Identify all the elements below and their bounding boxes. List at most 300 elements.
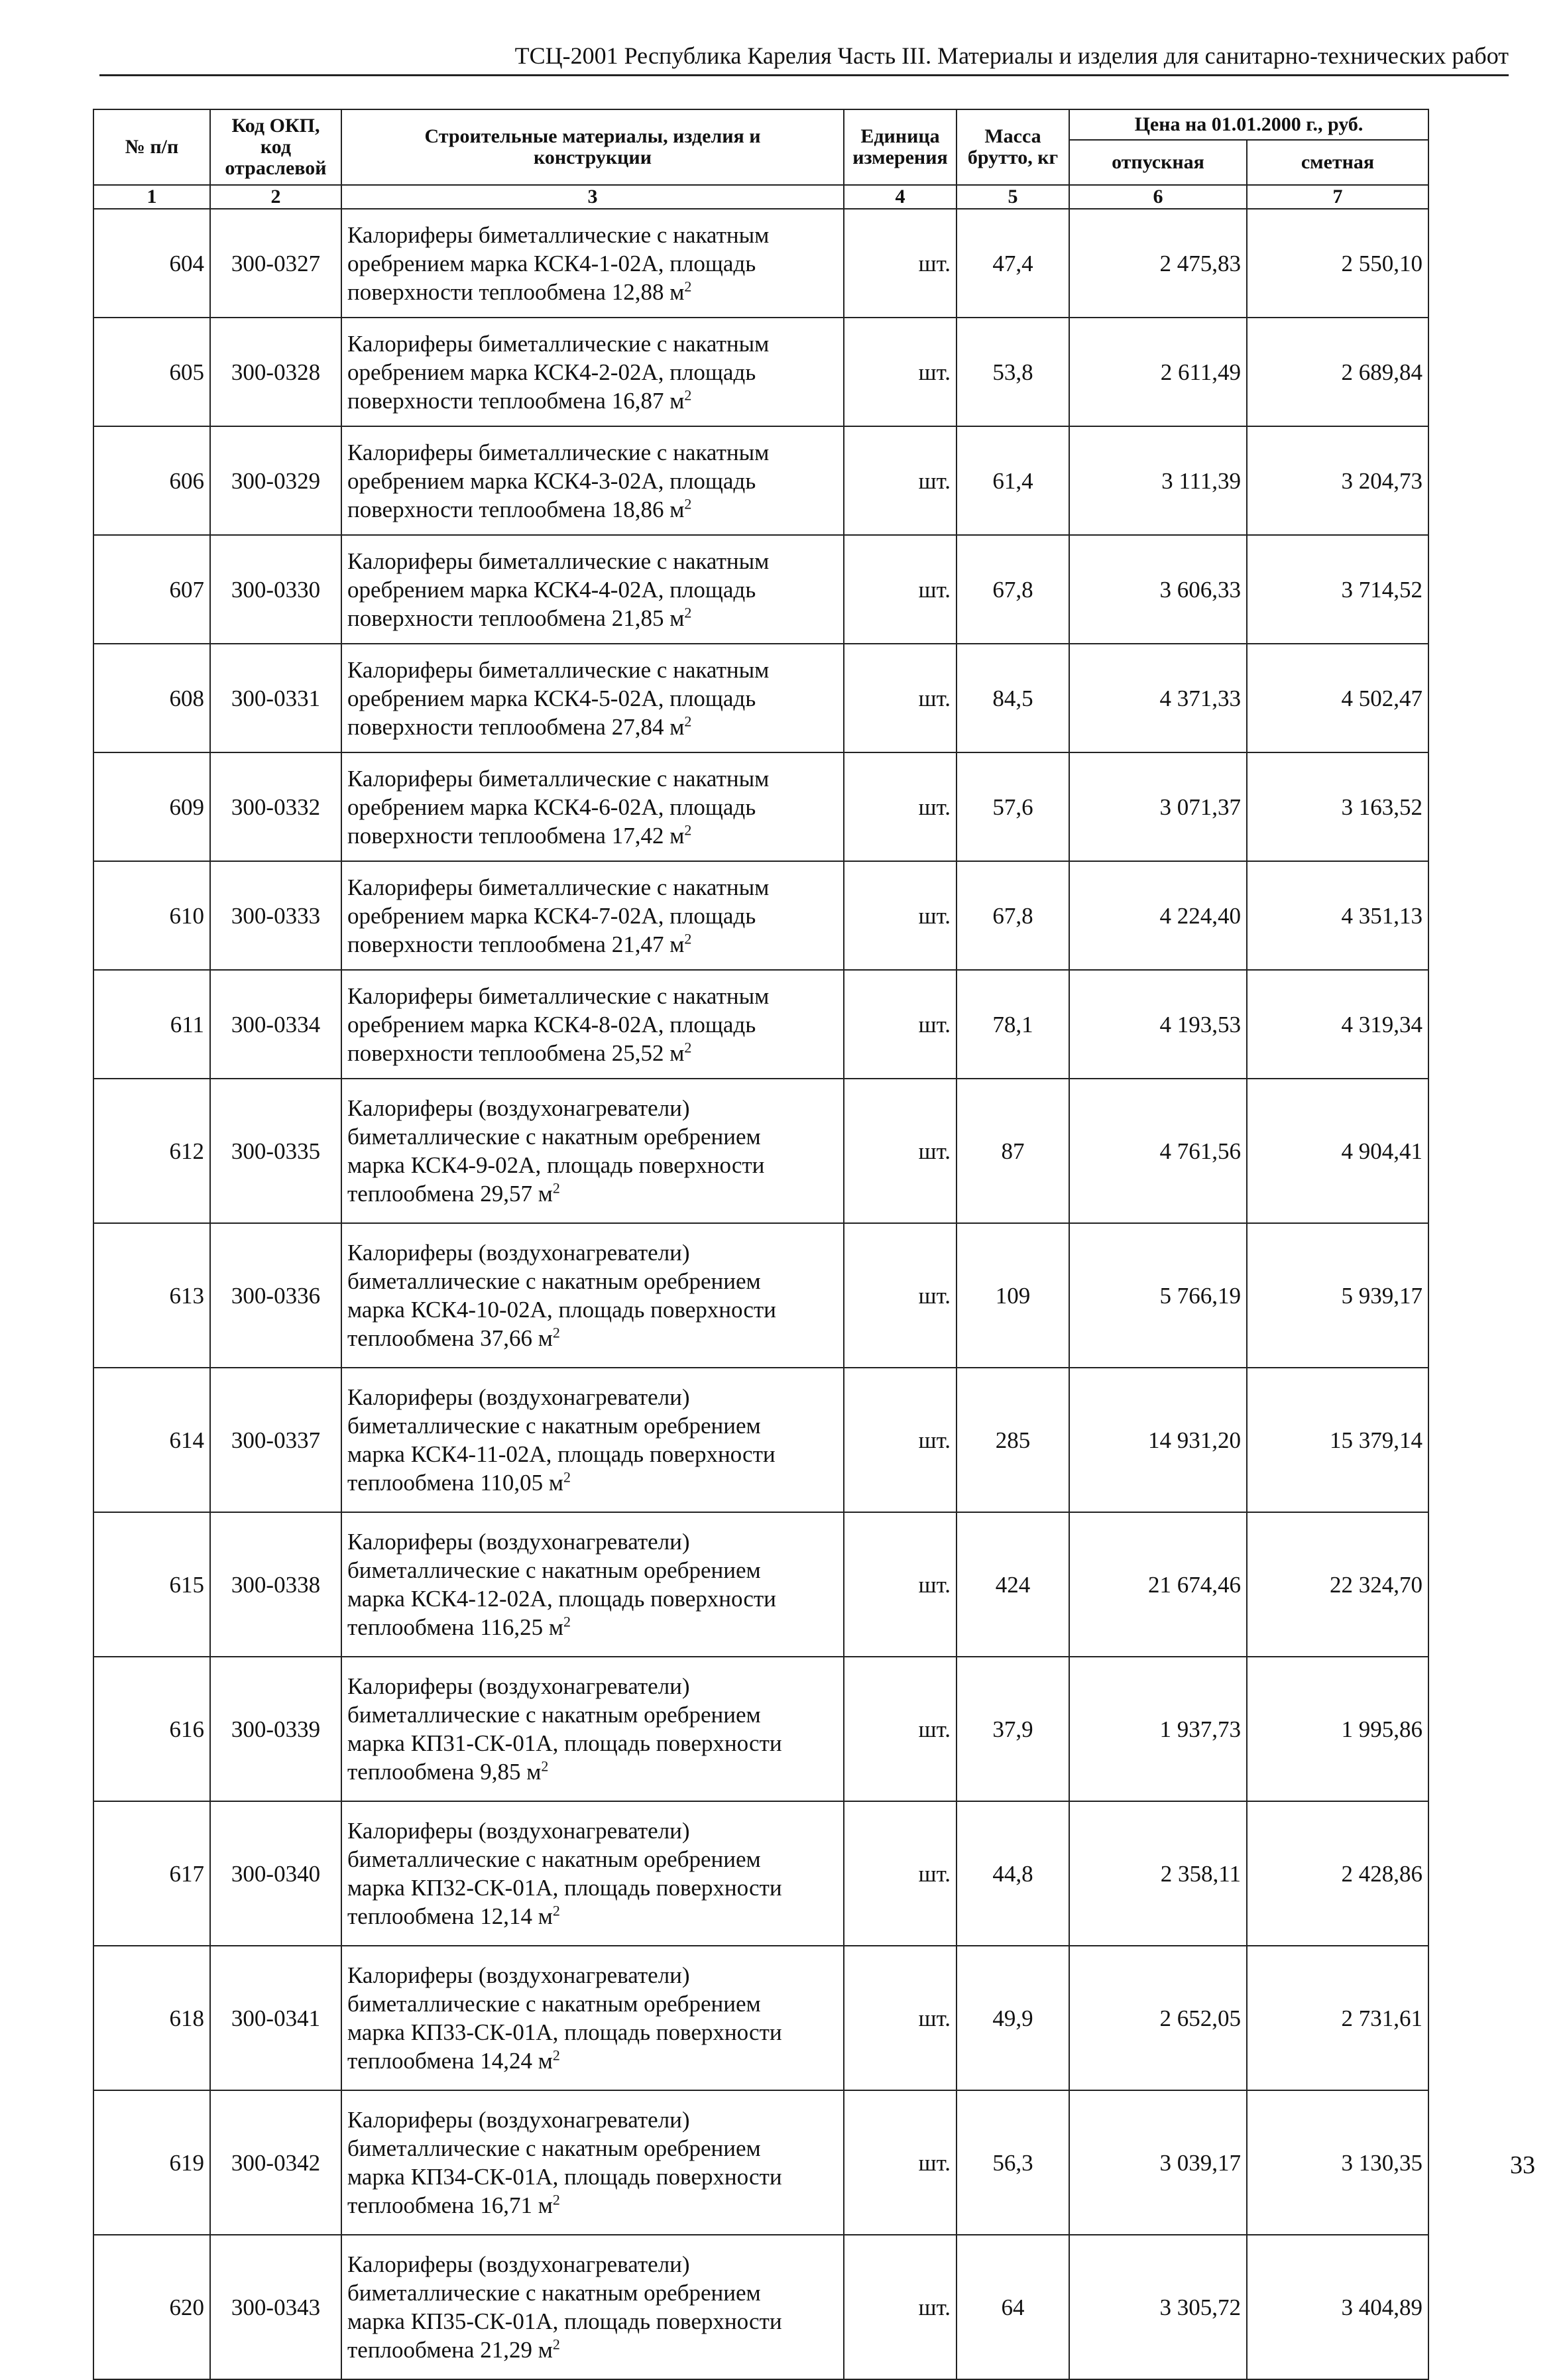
- description-line: [347, 1151, 838, 1179]
- table-row: [93, 209, 1428, 318]
- unit-superscript: 2: [552, 2047, 560, 2064]
- column-number: 4: [844, 185, 957, 209]
- gross-mass: 78,1: [957, 970, 1069, 1079]
- description-text: теплообмена 14,24 м: [347, 2048, 553, 2074]
- description-text: марка КП31-СК-01А, площадь поверхности: [347, 1730, 782, 1756]
- description-text: марка КП32-СК-01А, площадь поверхности: [347, 1875, 782, 1901]
- okp-code: 300-0331: [210, 644, 341, 752]
- description-text: поверхности теплообмена 17,42 м: [347, 822, 685, 849]
- row-number: 606: [93, 426, 210, 535]
- description-line: [347, 713, 838, 741]
- unit-superscript: 2: [684, 821, 692, 838]
- table-row: [93, 970, 1428, 1079]
- release-price: 5 766,19: [1069, 1223, 1247, 1368]
- gross-mass: 44,8: [957, 1801, 1069, 1946]
- unit-of-measure: шт.: [844, 535, 957, 644]
- material-description: [341, 1946, 844, 2090]
- description-line: [347, 930, 838, 959]
- description-text: теплообмена 116,25 м: [347, 1614, 564, 1640]
- description-text: оребрением марка КСК4-6-02А, площадь: [347, 794, 756, 820]
- row-number: 620: [93, 2235, 210, 2379]
- description-line: [347, 1411, 838, 1440]
- description-text: марка КСК4-10-02А, площадь поверхности: [347, 1297, 776, 1323]
- description-text: Калориферы (воздухонагреватели): [347, 2251, 690, 2277]
- material-description: [341, 861, 844, 970]
- description-text: Калориферы (воздухонагреватели): [347, 1384, 690, 1410]
- release-price: 4 371,33: [1069, 644, 1247, 752]
- col-header-mass-line2: брутто, кг: [967, 147, 1059, 168]
- unit-superscript: 2: [552, 1902, 560, 1919]
- col-header-unit: [844, 109, 957, 185]
- table-row: [93, 1801, 1428, 1946]
- table-row: [93, 1368, 1428, 1512]
- description-text: теплообмена 16,71 м: [347, 2192, 553, 2218]
- description-line: [347, 467, 838, 495]
- material-description: [341, 644, 844, 752]
- okp-code: 300-0332: [210, 752, 341, 861]
- description-line: [347, 547, 838, 575]
- description-line: [347, 221, 838, 249]
- description-line: [347, 329, 838, 358]
- gross-mass: 61,4: [957, 426, 1069, 535]
- okp-code: 300-0343: [210, 2235, 341, 2379]
- description-text: поверхности теплообмена 12,88 м: [347, 278, 685, 305]
- description-line: [347, 2307, 838, 2336]
- table-body: [93, 185, 1428, 2379]
- unit-of-measure: шт.: [844, 318, 957, 426]
- description-text: биметаллические с накатным оребрением: [347, 1846, 761, 1872]
- description-text: Калориферы (воздухонагреватели): [347, 1962, 690, 1988]
- description-text: Калориферы (воздухонагреватели): [347, 1240, 690, 1266]
- unit-of-measure: шт.: [844, 209, 957, 318]
- release-price: 2 475,83: [1069, 209, 1247, 318]
- description-line: [347, 2106, 838, 2134]
- estimate-price: 15 379,14: [1247, 1368, 1428, 1512]
- description-line: [347, 1729, 838, 1757]
- gross-mass: 47,4: [957, 209, 1069, 318]
- description-line: [347, 1324, 838, 1352]
- unit-of-measure: шт.: [844, 1946, 957, 2090]
- okp-code: 300-0330: [210, 535, 341, 644]
- page-header: ТСЦ-2001 Республика Карелия Часть III. Материалы и изделия для санитарно-технических работ: [99, 41, 1509, 76]
- description-text: Калориферы (воздухонагреватели): [347, 1818, 690, 1844]
- col-header-code-line3: отраслевой: [225, 157, 327, 179]
- row-number: 619: [93, 2090, 210, 2235]
- material-description: [341, 535, 844, 644]
- gross-mass: 49,9: [957, 1946, 1069, 2090]
- description-line: [347, 387, 838, 415]
- table-row: [93, 1079, 1428, 1223]
- unit-superscript: 2: [552, 2191, 560, 2208]
- description-text: Калориферы биметаллические с накатным: [347, 221, 770, 248]
- description-text: теплообмена 9,85 м: [347, 1759, 542, 1785]
- table-header: [93, 109, 1428, 185]
- description-line: [347, 764, 838, 793]
- estimate-price: 3 130,35: [1247, 2090, 1428, 2235]
- table-row: [93, 752, 1428, 861]
- description-text: Калориферы биметаллические с накатным: [347, 330, 770, 357]
- row-number: 609: [93, 752, 210, 861]
- material-description: [341, 1512, 844, 1657]
- description-line: [347, 1556, 838, 1584]
- material-description: [341, 426, 844, 535]
- col-header-price-group: Цена на 01.01.2000 г., руб.: [1069, 109, 1428, 140]
- description-text: теплообмена 12,14 м: [347, 1903, 553, 1929]
- col-header-code-line2: код: [260, 136, 292, 158]
- release-price: 1 937,73: [1069, 1657, 1247, 1801]
- unit-superscript: 2: [684, 712, 692, 729]
- row-number: 616: [93, 1657, 210, 1801]
- table-row: [93, 861, 1428, 970]
- description-line: [347, 1672, 838, 1700]
- row-number: 608: [93, 644, 210, 752]
- release-price: 2 611,49: [1069, 318, 1247, 426]
- gross-mass: 67,8: [957, 535, 1069, 644]
- description-line: [347, 1383, 838, 1411]
- description-text: Калориферы (воздухонагреватели): [347, 1095, 690, 1121]
- okp-code: 300-0334: [210, 970, 341, 1079]
- description-line: [347, 1613, 838, 1641]
- col-header-code: [210, 109, 341, 185]
- unit-of-measure: шт.: [844, 644, 957, 752]
- release-price: 2 358,11: [1069, 1801, 1247, 1946]
- table-row: [93, 1946, 1428, 2090]
- description-line: [347, 2191, 838, 2220]
- description-text: поверхности теплообмена 18,86 м: [347, 496, 685, 522]
- description-line: [347, 2336, 838, 2364]
- description-text: биметаллические с накатным оребрением: [347, 1413, 761, 1439]
- row-number: 610: [93, 861, 210, 970]
- description-text: теплообмена 110,05 м: [347, 1470, 564, 1496]
- unit-superscript: 2: [563, 1613, 571, 1630]
- table-row: [93, 2090, 1428, 2235]
- material-description: [341, 318, 844, 426]
- description-line: [347, 2047, 838, 2075]
- table-row: [93, 535, 1428, 644]
- description-text: биметаллические с накатным оребрением: [347, 1124, 761, 1150]
- okp-code: 300-0342: [210, 2090, 341, 2235]
- unit-superscript: 2: [552, 1324, 560, 1341]
- description-line: [347, 495, 838, 524]
- okp-code: 300-0333: [210, 861, 341, 970]
- description-text: марка КСК4-11-02А, площадь поверхности: [347, 1441, 776, 1467]
- release-price: 3 039,17: [1069, 2090, 1247, 2235]
- description-text: оребрением марка КСК4-1-02А, площадь: [347, 250, 756, 276]
- description-line: [347, 358, 838, 387]
- material-description: [341, 1368, 844, 1512]
- gross-mass: 53,8: [957, 318, 1069, 426]
- unit-of-measure: шт.: [844, 1223, 957, 1368]
- release-price: 4 761,56: [1069, 1079, 1247, 1223]
- release-price: 3 071,37: [1069, 752, 1247, 861]
- release-price: 21 674,46: [1069, 1512, 1247, 1657]
- unit-superscript: 2: [684, 495, 692, 512]
- col-header-mass-line1: Масса: [984, 125, 1041, 147]
- description-text: Калориферы биметаллические с накатным: [347, 656, 770, 683]
- unit-superscript: 2: [684, 603, 692, 621]
- description-line: [347, 684, 838, 713]
- column-number: 1: [93, 185, 210, 209]
- description-line: [347, 278, 838, 306]
- column-number: 7: [1247, 185, 1428, 209]
- okp-code: 300-0328: [210, 318, 341, 426]
- okp-code: 300-0327: [210, 209, 341, 318]
- description-line: [347, 1990, 838, 2018]
- release-price: 3 305,72: [1069, 2235, 1247, 2379]
- material-description: [341, 2235, 844, 2379]
- gross-mass: 285: [957, 1368, 1069, 1512]
- col-header-code-line1: Код ОКП,: [231, 115, 320, 137]
- material-description: [341, 1657, 844, 1801]
- okp-code: 300-0338: [210, 1512, 341, 1657]
- unit-superscript: 2: [684, 386, 692, 403]
- okp-code: 300-0329: [210, 426, 341, 535]
- description-text: марка КП35-СК-01А, площадь поверхности: [347, 2308, 782, 2334]
- description-line: [347, 575, 838, 604]
- unit-superscript: 2: [684, 929, 692, 947]
- description-text: марка КП34-СК-01А, площадь поверхности: [347, 2164, 782, 2190]
- okp-code: 300-0336: [210, 1223, 341, 1368]
- description-line: [347, 1267, 838, 1295]
- gross-mass: 64: [957, 2235, 1069, 2379]
- unit-of-measure: шт.: [844, 1368, 957, 1512]
- description-text: оребрением марка КСК4-5-02А, площадь: [347, 685, 756, 711]
- description-text: биметаллические с накатным оребрением: [347, 1268, 761, 1294]
- price-table: [93, 109, 1429, 2380]
- description-line: [347, 1295, 838, 1324]
- unit-superscript: 2: [541, 1757, 549, 1775]
- table-row: [93, 318, 1428, 426]
- description-line: [347, 902, 838, 930]
- row-number: 618: [93, 1946, 210, 2090]
- estimate-price: 3 163,52: [1247, 752, 1428, 861]
- column-number: 6: [1069, 185, 1247, 209]
- col-header-price-release: отпускная: [1069, 140, 1247, 185]
- okp-code: 300-0341: [210, 1946, 341, 2090]
- unit-of-measure: шт.: [844, 1079, 957, 1223]
- row-number: 611: [93, 970, 210, 1079]
- release-price: 4 193,53: [1069, 970, 1247, 1079]
- description-text: марка КСК4-12-02А, площадь поверхности: [347, 1586, 776, 1612]
- estimate-price: 22 324,70: [1247, 1512, 1428, 1657]
- estimate-price: 3 714,52: [1247, 535, 1428, 644]
- description-line: [347, 1094, 838, 1122]
- col-header-desc: Строительные материалы, изделия и конструкции: [341, 109, 844, 185]
- description-line: [347, 438, 838, 467]
- estimate-price: 4 351,13: [1247, 861, 1428, 970]
- col-header-price-estimate: сметная: [1247, 140, 1428, 185]
- description-line: [347, 2134, 838, 2163]
- estimate-price: 5 939,17: [1247, 1223, 1428, 1368]
- description-line: [347, 1902, 838, 1931]
- row-number: 612: [93, 1079, 210, 1223]
- unit-superscript: 2: [684, 1038, 692, 1055]
- description-text: поверхности теплообмена 25,52 м: [347, 1040, 685, 1066]
- description-line: [347, 793, 838, 821]
- col-header-mass: [957, 109, 1069, 185]
- description-text: Калориферы биметаллические с накатным: [347, 765, 770, 792]
- description-line: [347, 2279, 838, 2307]
- estimate-price: 1 995,86: [1247, 1657, 1428, 1801]
- release-price: 3 606,33: [1069, 535, 1247, 644]
- column-number: 2: [210, 185, 341, 209]
- table-row: [93, 1223, 1428, 1368]
- estimate-price: 2 550,10: [1247, 209, 1428, 318]
- column-number-row: [93, 185, 1428, 209]
- description-line: [347, 2250, 838, 2279]
- description-text: оребрением марка КСК4-4-02А, площадь: [347, 576, 756, 603]
- description-text: оребрением марка КСК4-8-02А, площадь: [347, 1011, 756, 1038]
- description-text: Калориферы (воздухонагреватели): [347, 2107, 690, 2133]
- description-text: поверхности теплообмена 27,84 м: [347, 713, 685, 740]
- page-number: 33: [1510, 2151, 1535, 2179]
- description-line: [347, 1700, 838, 1729]
- release-price: 4 224,40: [1069, 861, 1247, 970]
- material-description: [341, 209, 844, 318]
- unit-of-measure: шт.: [844, 1657, 957, 1801]
- gross-mass: 109: [957, 1223, 1069, 1368]
- description-line: [347, 656, 838, 684]
- row-number: 613: [93, 1223, 210, 1368]
- unit-of-measure: шт.: [844, 752, 957, 861]
- table-row: [93, 1657, 1428, 1801]
- okp-code: 300-0335: [210, 1079, 341, 1223]
- estimate-price: 2 731,61: [1247, 1946, 1428, 2090]
- description-line: [347, 873, 838, 902]
- gross-mass: 57,6: [957, 752, 1069, 861]
- description-text: оребрением марка КСК4-7-02А, площадь: [347, 902, 756, 929]
- description-line: [347, 1584, 838, 1613]
- description-text: теплообмена 29,57 м: [347, 1181, 553, 1207]
- description-text: Калориферы (воздухонагреватели): [347, 1529, 690, 1555]
- description-line: [347, 1961, 838, 1990]
- material-description: [341, 970, 844, 1079]
- unit-superscript: 2: [684, 277, 692, 294]
- okp-code: 300-0340: [210, 1801, 341, 1946]
- gross-mass: 87: [957, 1079, 1069, 1223]
- table-row: [93, 426, 1428, 535]
- unit-superscript: 2: [552, 2336, 560, 2353]
- description-text: оребрением марка КСК4-2-02А, площадь: [347, 359, 756, 385]
- column-number: 5: [957, 185, 1069, 209]
- table-row: [93, 644, 1428, 752]
- col-header-no: № п/п: [93, 109, 210, 185]
- description-text: Калориферы биметаллические с накатным: [347, 548, 770, 574]
- col-header-unit-line1: Единица: [860, 125, 940, 147]
- row-number: 617: [93, 1801, 210, 1946]
- description-line: [347, 1179, 838, 1208]
- description-text: Калориферы биметаллические с накатным: [347, 439, 770, 465]
- gross-mass: 424: [957, 1512, 1069, 1657]
- description-line: [347, 1122, 838, 1151]
- material-description: [341, 1079, 844, 1223]
- material-description: [341, 752, 844, 861]
- description-line: [347, 1010, 838, 1039]
- description-text: оребрением марка КСК4-3-02А, площадь: [347, 467, 756, 494]
- row-number: 607: [93, 535, 210, 644]
- description-line: [347, 2163, 838, 2191]
- description-text: марка КП33-СК-01А, площадь поверхности: [347, 2019, 782, 2045]
- release-price: 14 931,20: [1069, 1368, 1247, 1512]
- row-number: 614: [93, 1368, 210, 1512]
- description-text: Калориферы биметаллические с накатным: [347, 982, 770, 1009]
- estimate-price: 4 319,34: [1247, 970, 1428, 1079]
- gross-mass: 37,9: [957, 1657, 1069, 1801]
- okp-code: 300-0339: [210, 1657, 341, 1801]
- description-text: теплообмена 21,29 м: [347, 2337, 553, 2363]
- description-line: [347, 249, 838, 278]
- unit-superscript: 2: [563, 1468, 571, 1486]
- estimate-price: 3 404,89: [1247, 2235, 1428, 2379]
- description-text: биметаллические с накатным оребрением: [347, 1991, 761, 2017]
- unit-of-measure: шт.: [844, 426, 957, 535]
- description-text: Калориферы биметаллические с накатным: [347, 874, 770, 900]
- description-line: [347, 1440, 838, 1468]
- description-text: биметаллические с накатным оребрением: [347, 2280, 761, 2306]
- material-description: [341, 1801, 844, 1946]
- description-text: поверхности теплообмена 21,47 м: [347, 931, 685, 957]
- okp-code: 300-0337: [210, 1368, 341, 1512]
- unit-of-measure: шт.: [844, 970, 957, 1079]
- unit-of-measure: шт.: [844, 1512, 957, 1657]
- description-line: [347, 1845, 838, 1874]
- estimate-price: 3 204,73: [1247, 426, 1428, 535]
- description-line: [347, 604, 838, 632]
- description-text: поверхности теплообмена 16,87 м: [347, 387, 685, 414]
- description-line: [347, 1527, 838, 1556]
- description-line: [347, 1468, 838, 1497]
- material-description: [341, 1223, 844, 1368]
- estimate-price: 4 904,41: [1247, 1079, 1428, 1223]
- release-price: 3 111,39: [1069, 426, 1247, 535]
- description-text: марка КСК4-9-02А, площадь поверхности: [347, 1152, 765, 1178]
- unit-of-measure: шт.: [844, 2235, 957, 2379]
- row-number: 604: [93, 209, 210, 318]
- unit-superscript: 2: [552, 1179, 560, 1197]
- col-header-unit-line2: измерения: [852, 147, 948, 168]
- description-line: [347, 982, 838, 1010]
- gross-mass: 56,3: [957, 2090, 1069, 2235]
- description-line: [347, 2018, 838, 2047]
- description-line: [347, 1816, 838, 1845]
- table-row: [93, 2235, 1428, 2379]
- estimate-price: 4 502,47: [1247, 644, 1428, 752]
- release-price: 2 652,05: [1069, 1946, 1247, 2090]
- description-line: [347, 1757, 838, 1786]
- gross-mass: 84,5: [957, 644, 1069, 752]
- description-line: [347, 1039, 838, 1067]
- description-text: биметаллические с накатным оребрением: [347, 1557, 761, 1583]
- unit-of-measure: шт.: [844, 2090, 957, 2235]
- description-text: теплообмена 37,66 м: [347, 1325, 553, 1351]
- gross-mass: 67,8: [957, 861, 1069, 970]
- description-text: поверхности теплообмена 21,85 м: [347, 605, 685, 631]
- description-text: Калориферы (воздухонагреватели): [347, 1673, 690, 1699]
- description-line: [347, 1238, 838, 1267]
- row-number: 605: [93, 318, 210, 426]
- material-description: [341, 2090, 844, 2235]
- description-text: биметаллические с накатным оребрением: [347, 1702, 761, 1728]
- estimate-price: 2 689,84: [1247, 318, 1428, 426]
- column-number: 3: [341, 185, 844, 209]
- description-text: биметаллические с накатным оребрением: [347, 2135, 761, 2161]
- unit-of-measure: шт.: [844, 1801, 957, 1946]
- table-row: [93, 1512, 1428, 1657]
- estimate-price: 2 428,86: [1247, 1801, 1428, 1946]
- description-line: [347, 821, 838, 850]
- row-number: 615: [93, 1512, 210, 1657]
- unit-of-measure: шт.: [844, 861, 957, 970]
